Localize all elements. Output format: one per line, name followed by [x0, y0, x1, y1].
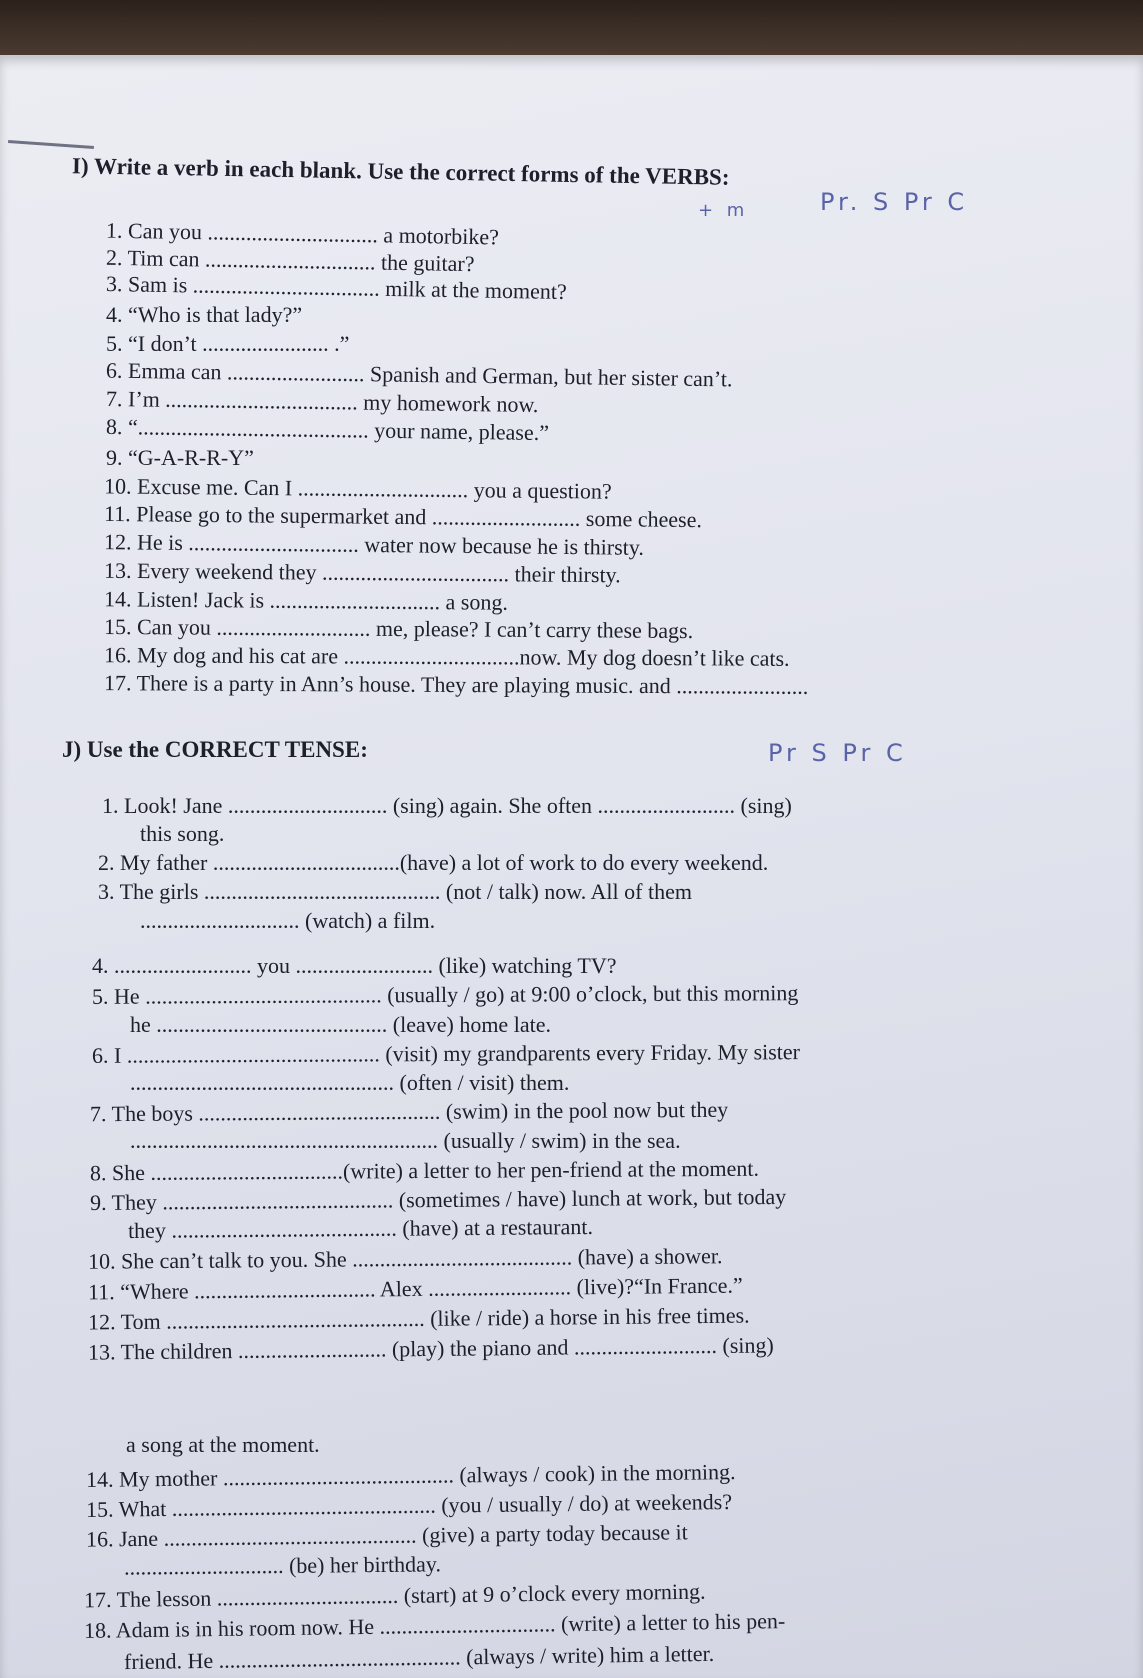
j-item-18-cont: friend. He ............................................ (always / write) him a letter.: [123, 1640, 715, 1675]
i-item-16: 16. My dog and his cat are ................................now. My dog doesn’t like cats.: [103, 642, 790, 671]
i-item-15: 15. Can you ............................ me, please? I can’t carry these bags.: [103, 613, 694, 644]
i-item-4: 4. “Who is that lady?”: [106, 302, 303, 327]
section-i-heading: I) Write a verb in each blank. Use the correct forms of the VERBS:: [71, 153, 730, 190]
i-item-13: 13. Every weekend they .................................. their thirsty.: [103, 557, 621, 588]
j-item-13: 13. The children ........................... (play) the piano and .......................... (sing): [87, 1332, 774, 1365]
j-item-8: 8. She ...................................(write) a letter to her pen-friend at the moment.: [89, 1155, 760, 1186]
j-item-1-cont: this song.: [140, 821, 225, 846]
j-item-3: 3. The girls ........................................... (not / talk) now. All of them: [98, 879, 692, 904]
j-item-15: 15. What ................................................ (you / usually / do) at weekends?: [85, 1489, 733, 1522]
j-item-9-cont: they ......................................... (have) at a restaurant.: [127, 1213, 594, 1244]
j-item-5-cont: he .......................................... (leave) home late.: [130, 1012, 551, 1037]
j-item-1: 1. Look! Jane ............................. (sing) again. She often ......................... (sing): [102, 793, 792, 818]
j-item-6: 6. I .............................................. (visit) my grandparents every Friday. My sister: [91, 1039, 801, 1068]
section-j-handwritten-note: Pr S Pr C: [768, 739, 907, 767]
j-item-2: 2. My father ..................................(have) a lot of work to do every weekend.: [98, 850, 769, 875]
j-item-16-cont: ............................. (be) her birthday.: [123, 1551, 442, 1580]
j-item-6-cont: ................................................ (often / visit) them.: [130, 1070, 570, 1095]
section-i-handwritten-mark: + m: [698, 200, 749, 221]
i-item-9: 9. “G-A-R-R-Y”: [106, 445, 254, 470]
j-item-4: 4. ......................... you ......................... (like) watching TV?: [92, 953, 617, 978]
j-item-14: 14. My mother .......................................... (always / cook) in the morning.: [85, 1459, 736, 1492]
j-item-5: 5. He ........................................... (usually / go) at 9:00 o’clock, but this morning: [91, 980, 799, 1009]
i-item-5: 5. “I don’t ....................... .”: [106, 331, 350, 356]
worksheet-page: [0, 55, 1143, 1678]
pen-mark: [8, 140, 94, 149]
j-item-18: 18. Adam is in his room now. He ................................ (write) a letter to his pen-: [83, 1608, 786, 1643]
j-item-13-cont: a song at the moment.: [126, 1432, 320, 1457]
j-item-9: 9. They .......................................... (sometimes / have) lunch at work, but today: [89, 1183, 787, 1216]
j-item-12: 12. Tom ............................................... (like / ride) a horse in his free times.: [87, 1302, 750, 1335]
i-item-1: 1. Can you ............................... a motorbike?: [105, 217, 500, 250]
j-item-7: 7. The boys ............................................ (swim) in the pool now but they: [89, 1096, 729, 1127]
i-item-2: 2. Tim can ............................... the guitar?: [105, 244, 475, 277]
section-j-heading: J) Use the CORRECT TENSE:: [62, 737, 368, 762]
i-item-14: 14. Listen! Jack is ............................... a song.: [103, 586, 509, 615]
j-item-17: 17. The lesson ................................. (start) at 9 o’clock every morning.: [83, 1578, 706, 1613]
j-item-7-cont: ........................................................ (usually / swim) in the sea.: [130, 1128, 681, 1153]
j-item-10: 10. She can’t talk to you. She ........................................ (have) a shower.: [87, 1243, 723, 1274]
i-item-11: 11. Please go to the supermarket and ........................... some cheese.: [103, 500, 703, 533]
i-item-10: 10. Excuse me. Can I ............................... you a question?: [103, 473, 612, 504]
section-i-handwritten-note: Pr. S Pr C: [820, 188, 969, 216]
i-item-7: 7. I’m ................................... my homework now.: [105, 385, 539, 418]
i-item-17: 17. There is a party in Ann’s house. They are playing music. and ........................: [103, 670, 809, 699]
j-item-16: 16. Jane .............................................. (give) a party today because it: [85, 1519, 688, 1552]
i-item-6: 6. Emma can ......................... Spanish and German, but her sister can’t.: [105, 357, 733, 392]
i-item-12: 12. He is ............................... water now because he is thirsty.: [103, 529, 645, 560]
i-item-3: 3. Sam is .................................. milk at the moment?: [105, 270, 567, 305]
j-item-11: 11. “Where ................................. Alex .......................... (live)?“In France.”: [87, 1272, 743, 1305]
i-item-8: 8. “.......................................... your name, please.”: [105, 413, 550, 446]
j-item-3-cont: ............................. (watch) a film.: [140, 908, 436, 933]
